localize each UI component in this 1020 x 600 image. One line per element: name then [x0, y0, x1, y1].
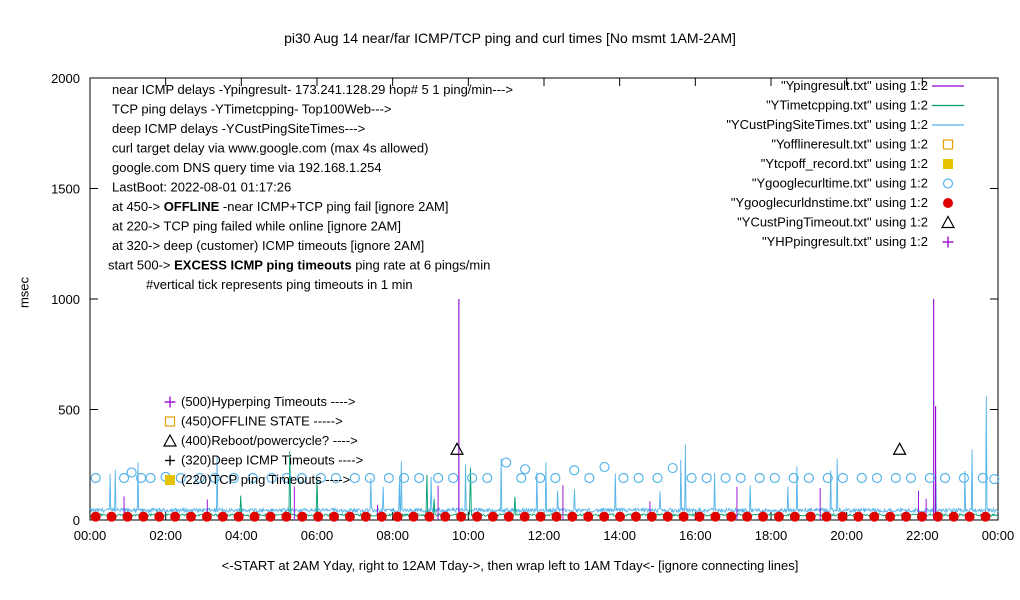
svg-text:22:00: 22:00 — [906, 528, 939, 543]
svg-text:"YTimetcpping.txt" using 1:2: "YTimetcpping.txt" using 1:2 — [766, 97, 928, 113]
svg-text:06:00: 06:00 — [300, 528, 334, 543]
x-axis-label: <-START at 2AM Yday, right to 12AM Tday->, then wrap left to 1AM Tday<- [ignore connecting lines] — [221, 558, 799, 573]
svg-text:0: 0 — [72, 513, 80, 528]
svg-text:(220)TCP ping Timeouts ---->: (220)TCP ping Timeouts ----> — [181, 472, 351, 487]
key-label-layer — [164, 394, 363, 487]
svg-text:#vertical tick represents ping: #vertical tick represents ping timeouts in 1 min — [146, 277, 413, 292]
data-layer — [90, 299, 999, 521]
svg-text:00:00: 00:00 — [73, 528, 107, 543]
svg-text:2000: 2000 — [51, 71, 80, 86]
svg-text:near ICMP delays -Ypingresult-: near ICMP delays -Ypingresult- 173.241.128.29 hop# 5 1 ping/min---> — [112, 82, 513, 97]
svg-text:1500: 1500 — [51, 181, 80, 197]
svg-text:google.com DNS query time via: google.com DNS query time via 192.168.1.254 — [112, 160, 382, 175]
svg-text:10:00: 10:00 — [452, 528, 485, 543]
svg-text:start 500-> EXCESS ICMP ping t: start 500-> EXCESS ICMP ping timeouts ping rate at 6 pings/min — [108, 257, 491, 273]
svg-text:TCP ping delays -YTimetcpping-: TCP ping delays -YTimetcpping- Top100Web---> — [112, 101, 392, 117]
svg-text:(320)Deep ICMP Timeouts ---->: (320)Deep ICMP Timeouts ----> — [181, 452, 364, 468]
svg-text:"Ypingresult.txt" using 1:2: "Ypingresult.txt" using 1:2 — [780, 78, 928, 93]
svg-text:at 320-> deep (customer) ICMP: at 320-> deep (customer) ICMP timeouts [ignore 2AM] — [112, 238, 425, 253]
svg-text:curl target delay via www.goog: curl target delay via www.google.com (max 4s allowed) — [112, 140, 429, 156]
svg-text:deep ICMP delays -YCustPingSit: deep ICMP delays -YCustPingSiteTimes---> — [112, 121, 366, 136]
svg-text:"Ygooglecurltime.txt" using 1:: "Ygooglecurltime.txt" using 1:2 — [751, 175, 928, 191]
svg-text:at 450-> OFFLINE -near ICMP+TC: at 450-> OFFLINE -near ICMP+TCP ping fail [ignore 2AM] — [112, 199, 449, 214]
svg-text:16:00: 16:00 — [679, 528, 712, 543]
annotation-layer — [108, 82, 513, 292]
svg-text:12:00: 12:00 — [527, 528, 561, 543]
svg-text:LastBoot: 2022-08-01 01:17:26: LastBoot: 2022-08-01 01:17:26 — [112, 179, 292, 195]
svg-text:1000: 1000 — [51, 292, 80, 307]
svg-text:14:00: 14:00 — [603, 528, 636, 543]
svg-text:08:00: 08:00 — [376, 528, 409, 543]
svg-text:(450)OFFLINE STATE ----->: (450)OFFLINE STATE -----> — [181, 413, 343, 429]
svg-text:04:00: 04:00 — [225, 528, 258, 543]
legend — [726, 78, 964, 249]
svg-text:"Yofflineresult.txt" using 1:2: "Yofflineresult.txt" using 1:2 — [771, 136, 928, 152]
svg-text:"YCustPingTimeout.txt" using 1: "YCustPingTimeout.txt" using 1:2 — [737, 214, 928, 230]
y-axis-label: msec — [16, 276, 32, 309]
chart-title: pi30 Aug 14 near/far ICMP/TCP ping and curl times [No msmt 1AM-2AM] — [284, 30, 736, 46]
svg-text:(500)Hyperping Timeouts ---->: (500)Hyperping Timeouts ----> — [181, 394, 356, 409]
svg-text:"YHPpingresult.txt" using 1:2: "YHPpingresult.txt" using 1:2 — [761, 234, 928, 249]
svg-text:"Ygooglecurldnstime.txt" using: "Ygooglecurldnstime.txt" using 1:2 — [730, 195, 928, 210]
svg-text:(400)Reboot/powercycle? ---->: (400)Reboot/powercycle? ----> — [181, 433, 358, 448]
svg-text:00:00: 00:00 — [981, 528, 1015, 543]
svg-text:20:00: 20:00 — [830, 528, 863, 543]
svg-text:"YCustPingSiteTimes.txt" using: "YCustPingSiteTimes.txt" using 1:2 — [726, 117, 928, 132]
svg-text:500: 500 — [58, 402, 80, 418]
svg-text:at 220-> TCP ping failed while: at 220-> TCP ping failed while online [ignore 2AM] — [112, 218, 401, 234]
svg-text:02:00: 02:00 — [149, 528, 182, 543]
svg-text:18:00: 18:00 — [754, 528, 788, 543]
svg-text:"Ytcpoff_record.txt" using 1:2: "Ytcpoff_record.txt" using 1:2 — [760, 156, 928, 171]
